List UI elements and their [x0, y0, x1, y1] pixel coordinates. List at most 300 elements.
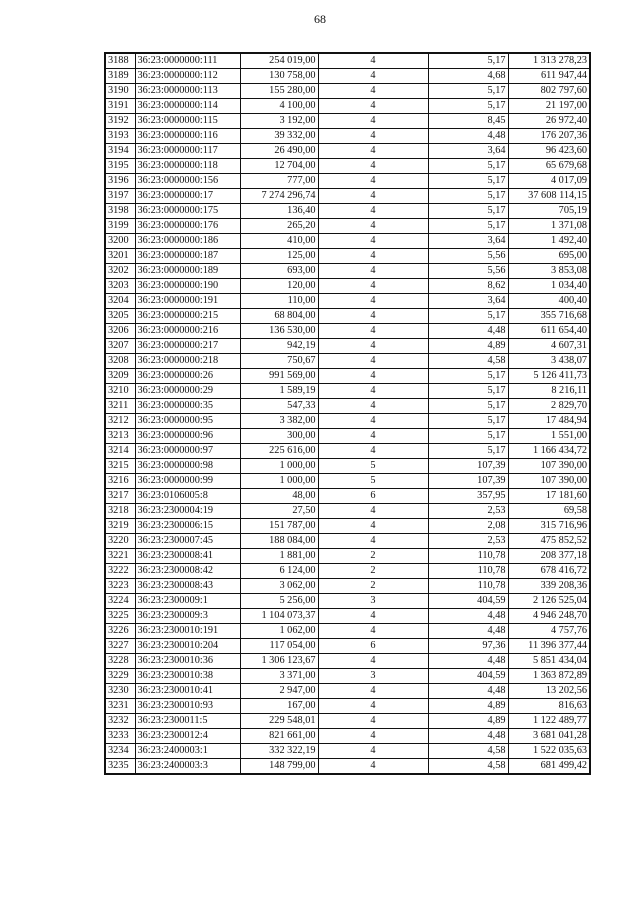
cadastral-number: 36:23:0000000:112 — [135, 69, 240, 84]
rate-value: 4,58 — [428, 759, 508, 775]
row-number: 3223 — [105, 579, 135, 594]
rate-value: 8,62 — [428, 279, 508, 294]
cadastral-number: 36:23:0106005:8 — [135, 489, 240, 504]
table-row — [105, 294, 590, 309]
category-code: 3 — [318, 669, 428, 684]
category-code: 4 — [318, 369, 428, 384]
rate-value: 357,95 — [428, 489, 508, 504]
rate-value: 110,78 — [428, 564, 508, 579]
cadastral-number: 36:23:0000000:111 — [135, 53, 240, 69]
table-row — [105, 549, 590, 564]
row-number: 3211 — [105, 399, 135, 414]
rate-value: 110,78 — [428, 579, 508, 594]
rate-value: 5,17 — [428, 444, 508, 459]
rate-value: 404,59 — [428, 669, 508, 684]
category-code: 4 — [318, 99, 428, 114]
rate-value: 4,89 — [428, 714, 508, 729]
row-number: 3220 — [105, 534, 135, 549]
row-number: 3208 — [105, 354, 135, 369]
row-number: 3210 — [105, 384, 135, 399]
rate-value: 5,56 — [428, 264, 508, 279]
category-code: 4 — [318, 729, 428, 744]
row-number: 3213 — [105, 429, 135, 444]
row-number: 3235 — [105, 759, 135, 775]
cadastral-number: 36:23:0000000:190 — [135, 279, 240, 294]
area-value: 410,00 — [240, 234, 318, 249]
row-number: 3197 — [105, 189, 135, 204]
cadastral-number: 36:23:2300011:5 — [135, 714, 240, 729]
total-value: 1 166 434,72 — [508, 444, 590, 459]
total-value: 17 181,60 — [508, 489, 590, 504]
row-number: 3193 — [105, 129, 135, 144]
table-row — [105, 279, 590, 294]
total-value: 107 390,00 — [508, 459, 590, 474]
area-value: 750,67 — [240, 354, 318, 369]
category-code: 4 — [318, 444, 428, 459]
rate-value: 110,78 — [428, 549, 508, 564]
category-code: 4 — [318, 519, 428, 534]
category-code: 4 — [318, 249, 428, 264]
total-value: 4 946 248,70 — [508, 609, 590, 624]
area-value: 27,50 — [240, 504, 318, 519]
row-number: 3204 — [105, 294, 135, 309]
rate-value: 5,56 — [428, 249, 508, 264]
cadastral-number: 36:23:0000000:175 — [135, 204, 240, 219]
area-value: 117 054,00 — [240, 639, 318, 654]
category-code: 4 — [318, 264, 428, 279]
total-value: 1 551,00 — [508, 429, 590, 444]
total-value: 681 499,42 — [508, 759, 590, 775]
cadastral-number: 36:23:2300010:41 — [135, 684, 240, 699]
category-code: 2 — [318, 549, 428, 564]
category-code: 4 — [318, 84, 428, 99]
category-code: 4 — [318, 114, 428, 129]
rate-value: 4,68 — [428, 69, 508, 84]
cadastral-number: 36:23:0000000:176 — [135, 219, 240, 234]
total-value: 11 396 377,44 — [508, 639, 590, 654]
row-number: 3195 — [105, 159, 135, 174]
cadastral-number: 36:23:2300009:3 — [135, 609, 240, 624]
row-number: 3201 — [105, 249, 135, 264]
category-code: 4 — [318, 219, 428, 234]
rate-value: 107,39 — [428, 474, 508, 489]
category-code: 4 — [318, 294, 428, 309]
cadastral-number: 36:23:0000000:96 — [135, 429, 240, 444]
rate-value: 5,17 — [428, 429, 508, 444]
area-value: 6 124,00 — [240, 564, 318, 579]
cadastral-number: 36:23:0000000:117 — [135, 144, 240, 159]
area-value: 1 000,00 — [240, 474, 318, 489]
total-value: 13 202,56 — [508, 684, 590, 699]
row-number: 3217 — [105, 489, 135, 504]
category-code: 4 — [318, 534, 428, 549]
row-number: 3215 — [105, 459, 135, 474]
rate-value: 97,36 — [428, 639, 508, 654]
area-value: 155 280,00 — [240, 84, 318, 99]
area-value: 3 062,00 — [240, 579, 318, 594]
rate-value: 5,17 — [428, 189, 508, 204]
row-number: 3207 — [105, 339, 135, 354]
cadastral-number: 36:23:0000000:17 — [135, 189, 240, 204]
area-value: 1 881,00 — [240, 549, 318, 564]
category-code: 4 — [318, 609, 428, 624]
cadastral-number: 36:23:2300006:15 — [135, 519, 240, 534]
cadastral-number: 36:23:2400003:3 — [135, 759, 240, 775]
category-code: 4 — [318, 684, 428, 699]
area-value: 225 616,00 — [240, 444, 318, 459]
rate-value: 4,58 — [428, 744, 508, 759]
total-value: 4 757,76 — [508, 624, 590, 639]
total-value: 1 371,08 — [508, 219, 590, 234]
table-row — [105, 69, 590, 84]
rate-value: 3,64 — [428, 234, 508, 249]
table-row — [105, 204, 590, 219]
table-row — [105, 264, 590, 279]
category-code: 4 — [318, 339, 428, 354]
cadastral-number: 36:23:0000000:35 — [135, 399, 240, 414]
table-row — [105, 594, 590, 609]
rate-value: 5,17 — [428, 309, 508, 324]
total-value: 475 852,52 — [508, 534, 590, 549]
category-code: 4 — [318, 744, 428, 759]
cadastral-number: 36:23:0000000:26 — [135, 369, 240, 384]
rate-value: 4,48 — [428, 654, 508, 669]
cadastral-number: 36:23:0000000:97 — [135, 444, 240, 459]
total-value: 8 216,11 — [508, 384, 590, 399]
row-number: 3203 — [105, 279, 135, 294]
table-row — [105, 129, 590, 144]
area-value: 4 100,00 — [240, 99, 318, 114]
table-row — [105, 699, 590, 714]
cadastral-number: 36:23:0000000:113 — [135, 84, 240, 99]
category-code: 4 — [318, 354, 428, 369]
category-code: 4 — [318, 324, 428, 339]
table-row — [105, 159, 590, 174]
table-row — [105, 99, 590, 114]
rate-value: 2,53 — [428, 504, 508, 519]
area-value: 188 084,00 — [240, 534, 318, 549]
row-number: 3216 — [105, 474, 135, 489]
cadastral-number: 36:23:2300008:41 — [135, 549, 240, 564]
table-row — [105, 324, 590, 339]
cadastral-number: 36:23:0000000:98 — [135, 459, 240, 474]
table-row — [105, 114, 590, 129]
total-value: 37 608 114,15 — [508, 189, 590, 204]
table-row — [105, 219, 590, 234]
total-value: 3 681 041,28 — [508, 729, 590, 744]
area-value: 3 371,00 — [240, 669, 318, 684]
area-value: 151 787,00 — [240, 519, 318, 534]
rate-value: 4,48 — [428, 684, 508, 699]
table-row — [105, 354, 590, 369]
category-code: 4 — [318, 189, 428, 204]
rate-value: 4,48 — [428, 729, 508, 744]
table-row — [105, 714, 590, 729]
table-row — [105, 369, 590, 384]
rate-value: 5,17 — [428, 399, 508, 414]
total-value: 69,58 — [508, 504, 590, 519]
total-value: 2 126 525,04 — [508, 594, 590, 609]
table-row — [105, 429, 590, 444]
rate-value: 5,17 — [428, 384, 508, 399]
cadastral-number: 36:23:2300010:204 — [135, 639, 240, 654]
total-value: 695,00 — [508, 249, 590, 264]
table-row — [105, 53, 590, 69]
row-number: 3190 — [105, 84, 135, 99]
cadastral-number: 36:23:0000000:118 — [135, 159, 240, 174]
rate-value: 4,48 — [428, 624, 508, 639]
rate-value: 2,08 — [428, 519, 508, 534]
cadastral-number: 36:23:0000000:99 — [135, 474, 240, 489]
table-row — [105, 399, 590, 414]
category-code: 4 — [318, 714, 428, 729]
rate-value: 4,89 — [428, 339, 508, 354]
table-body — [105, 53, 590, 774]
table-row — [105, 639, 590, 654]
row-number: 3228 — [105, 654, 135, 669]
table-row — [105, 189, 590, 204]
total-value: 21 197,00 — [508, 99, 590, 114]
table-row — [105, 474, 590, 489]
table-row — [105, 144, 590, 159]
row-number: 3214 — [105, 444, 135, 459]
total-value: 65 679,68 — [508, 159, 590, 174]
table-row — [105, 684, 590, 699]
category-code: 5 — [318, 459, 428, 474]
area-value: 1 589,19 — [240, 384, 318, 399]
area-value: 5 256,00 — [240, 594, 318, 609]
category-code: 5 — [318, 474, 428, 489]
row-number: 3188 — [105, 53, 135, 69]
category-code: 4 — [318, 174, 428, 189]
row-number: 3219 — [105, 519, 135, 534]
rate-value: 5,17 — [428, 53, 508, 69]
total-value: 5 851 434,04 — [508, 654, 590, 669]
row-number: 3225 — [105, 609, 135, 624]
cadastral-number: 36:23:0000000:189 — [135, 264, 240, 279]
rate-value: 5,17 — [428, 414, 508, 429]
total-value: 705,19 — [508, 204, 590, 219]
row-number: 3232 — [105, 714, 135, 729]
row-number: 3198 — [105, 204, 135, 219]
cadastral-number: 36:23:2300008:42 — [135, 564, 240, 579]
cadastral-number: 36:23:2400003:1 — [135, 744, 240, 759]
category-code: 4 — [318, 144, 428, 159]
rate-value: 107,39 — [428, 459, 508, 474]
row-number: 3234 — [105, 744, 135, 759]
area-value: 1 062,00 — [240, 624, 318, 639]
area-value: 254 019,00 — [240, 53, 318, 69]
category-code: 4 — [318, 654, 428, 669]
rate-value: 5,17 — [428, 174, 508, 189]
row-number: 3230 — [105, 684, 135, 699]
total-value: 816,63 — [508, 699, 590, 714]
category-code: 4 — [318, 429, 428, 444]
cadastral-table — [104, 52, 591, 775]
row-number: 3222 — [105, 564, 135, 579]
total-value: 611 654,40 — [508, 324, 590, 339]
row-number: 3209 — [105, 369, 135, 384]
category-code: 4 — [318, 504, 428, 519]
area-value: 1 104 073,37 — [240, 609, 318, 624]
table-row — [105, 339, 590, 354]
total-value: 2 829,70 — [508, 399, 590, 414]
total-value: 17 484,94 — [508, 414, 590, 429]
row-number: 3202 — [105, 264, 135, 279]
row-number: 3221 — [105, 549, 135, 564]
table-row — [105, 624, 590, 639]
row-number: 3192 — [105, 114, 135, 129]
table-row — [105, 519, 590, 534]
table-row — [105, 84, 590, 99]
row-number: 3227 — [105, 639, 135, 654]
area-value: 942,19 — [240, 339, 318, 354]
area-value: 3 192,00 — [240, 114, 318, 129]
cadastral-number: 36:23:2300009:1 — [135, 594, 240, 609]
row-number: 3218 — [105, 504, 135, 519]
rate-value: 5,17 — [428, 159, 508, 174]
table-row — [105, 669, 590, 684]
cadastral-number: 36:23:2300008:43 — [135, 579, 240, 594]
cadastral-number: 36:23:0000000:186 — [135, 234, 240, 249]
rate-value: 4,89 — [428, 699, 508, 714]
row-number: 3191 — [105, 99, 135, 114]
category-code: 6 — [318, 489, 428, 504]
category-code: 4 — [318, 53, 428, 69]
table-row — [105, 459, 590, 474]
cadastral-number: 36:23:0000000:187 — [135, 249, 240, 264]
area-value: 547,33 — [240, 399, 318, 414]
category-code: 2 — [318, 564, 428, 579]
cadastral-number: 36:23:2300010:93 — [135, 699, 240, 714]
table-row — [105, 504, 590, 519]
table-row — [105, 564, 590, 579]
table-row — [105, 249, 590, 264]
total-value: 1 034,40 — [508, 279, 590, 294]
cadastral-number: 36:23:2300007:45 — [135, 534, 240, 549]
area-value: 7 274 296,74 — [240, 189, 318, 204]
row-number: 3199 — [105, 219, 135, 234]
rate-value: 5,17 — [428, 369, 508, 384]
cadastral-number: 36:23:0000000:191 — [135, 294, 240, 309]
total-value: 802 797,60 — [508, 84, 590, 99]
page-number: 68 — [314, 12, 326, 26]
category-code: 6 — [318, 639, 428, 654]
row-number: 3194 — [105, 144, 135, 159]
category-code: 4 — [318, 159, 428, 174]
row-number: 3226 — [105, 624, 135, 639]
area-value: 136 530,00 — [240, 324, 318, 339]
area-value: 332 322,19 — [240, 744, 318, 759]
total-value: 315 716,96 — [508, 519, 590, 534]
cadastral-number: 36:23:2300012:4 — [135, 729, 240, 744]
cadastral-number: 36:23:0000000:115 — [135, 114, 240, 129]
row-number: 3229 — [105, 669, 135, 684]
area-value: 991 569,00 — [240, 369, 318, 384]
rate-value: 4,48 — [428, 324, 508, 339]
total-value: 3 438,07 — [508, 354, 590, 369]
cadastral-number: 36:23:0000000:114 — [135, 99, 240, 114]
total-value: 176 207,36 — [508, 129, 590, 144]
rate-value: 2,53 — [428, 534, 508, 549]
rate-value: 3,64 — [428, 294, 508, 309]
table-row — [105, 309, 590, 324]
rate-value: 5,17 — [428, 219, 508, 234]
total-value: 3 853,08 — [508, 264, 590, 279]
category-code: 4 — [318, 279, 428, 294]
rate-value: 404,59 — [428, 594, 508, 609]
cadastral-number: 36:23:0000000:215 — [135, 309, 240, 324]
category-code: 4 — [318, 624, 428, 639]
total-value: 5 126 411,73 — [508, 369, 590, 384]
category-code: 4 — [318, 69, 428, 84]
table-row — [105, 174, 590, 189]
total-value: 339 208,36 — [508, 579, 590, 594]
table-row — [105, 384, 590, 399]
table-row — [105, 444, 590, 459]
total-value: 26 972,40 — [508, 114, 590, 129]
cadastral-number: 36:23:0000000:116 — [135, 129, 240, 144]
rate-value: 4,48 — [428, 129, 508, 144]
category-code: 4 — [318, 699, 428, 714]
rate-value: 4,58 — [428, 354, 508, 369]
area-value: 2 947,00 — [240, 684, 318, 699]
area-value: 136,40 — [240, 204, 318, 219]
cadastral-number: 36:23:2300010:38 — [135, 669, 240, 684]
category-code: 4 — [318, 204, 428, 219]
cadastral-number: 36:23:0000000:95 — [135, 414, 240, 429]
total-value: 107 390,00 — [508, 474, 590, 489]
category-code: 4 — [318, 384, 428, 399]
category-code: 4 — [318, 414, 428, 429]
rate-value: 5,17 — [428, 204, 508, 219]
category-code: 3 — [318, 594, 428, 609]
cadastral-number: 36:23:0000000:218 — [135, 354, 240, 369]
table-row — [105, 654, 590, 669]
table-row — [105, 414, 590, 429]
area-value: 821 661,00 — [240, 729, 318, 744]
total-value: 4 017,09 — [508, 174, 590, 189]
area-value: 125,00 — [240, 249, 318, 264]
total-value: 96 423,60 — [508, 144, 590, 159]
area-value: 167,00 — [240, 699, 318, 714]
area-value: 130 758,00 — [240, 69, 318, 84]
category-code: 4 — [318, 309, 428, 324]
area-value: 68 804,00 — [240, 309, 318, 324]
table-row — [105, 534, 590, 549]
row-number: 3233 — [105, 729, 135, 744]
rate-value: 8,45 — [428, 114, 508, 129]
area-value: 1 000,00 — [240, 459, 318, 474]
total-value: 4 607,31 — [508, 339, 590, 354]
cadastral-number: 36:23:0000000:216 — [135, 324, 240, 339]
row-number: 3200 — [105, 234, 135, 249]
area-value: 110,00 — [240, 294, 318, 309]
cadastral-number: 36:23:0000000:156 — [135, 174, 240, 189]
area-value: 39 332,00 — [240, 129, 318, 144]
cadastral-number: 36:23:2300010:191 — [135, 624, 240, 639]
table-row — [105, 744, 590, 759]
area-value: 693,00 — [240, 264, 318, 279]
category-code: 4 — [318, 234, 428, 249]
table-row — [105, 729, 590, 744]
category-code: 2 — [318, 579, 428, 594]
row-number: 3231 — [105, 699, 135, 714]
rate-value: 5,17 — [428, 99, 508, 114]
area-value: 120,00 — [240, 279, 318, 294]
total-value: 1 313 278,23 — [508, 53, 590, 69]
area-value: 777,00 — [240, 174, 318, 189]
